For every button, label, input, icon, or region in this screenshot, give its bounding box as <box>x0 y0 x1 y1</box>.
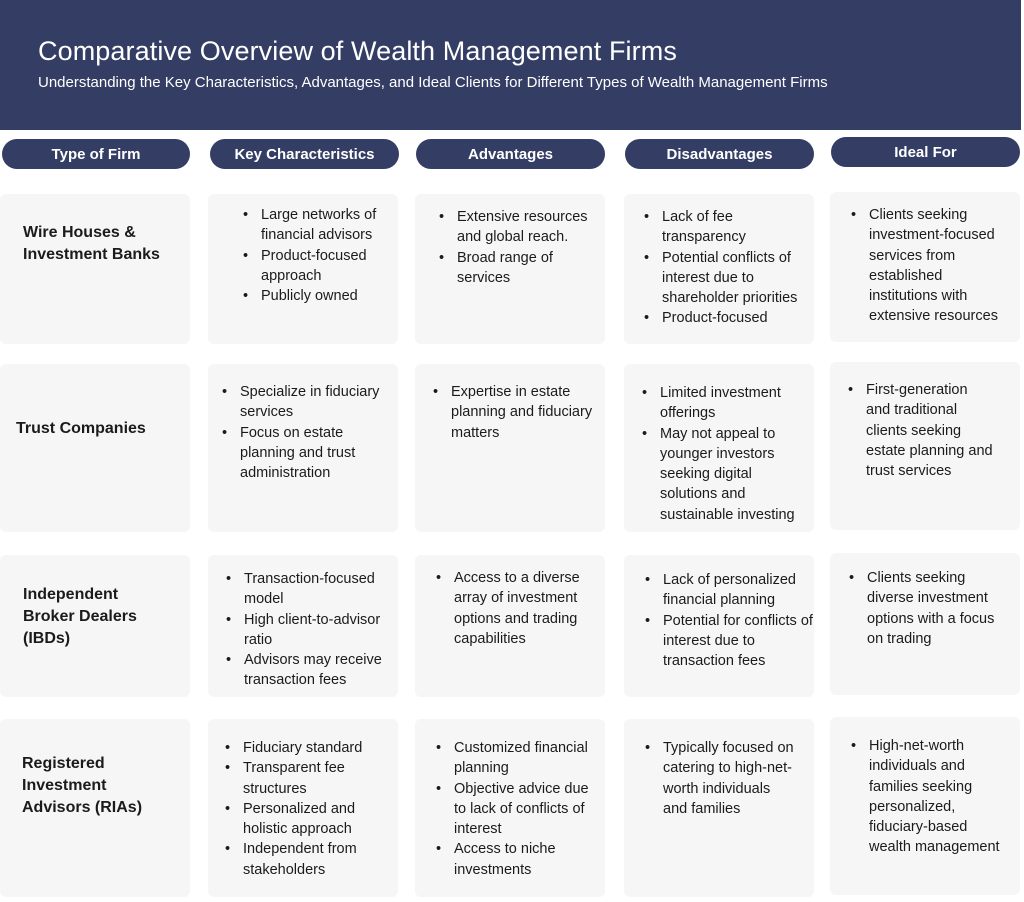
list-item: • Potential for conflicts of interest due to transaction fees <box>645 611 814 672</box>
row-3-advantages-list <box>436 568 596 649</box>
list-item: • Limited investment offerings <box>642 383 812 424</box>
list-item: • Large networks of financial advisors <box>243 205 393 246</box>
column-header-key-characteristics: Key Characteristics <box>210 139 399 169</box>
row-1-disadvantages-list <box>644 207 814 329</box>
page-subtitle: Understanding the Key Characteristics, Advantages, and Ideal Clients for Different Types of Wealth Management Firms <box>38 74 828 91</box>
row-2-advantages-list <box>433 382 603 443</box>
row-2-firm-name: Trust Companies <box>16 420 146 437</box>
row-2-firm-card <box>0 364 190 532</box>
row-1-ideal-list <box>851 205 1011 327</box>
row-4-disadvantages-list <box>645 738 795 819</box>
list-item: • Fiduciary standard <box>225 738 395 758</box>
row-4-characteristics-list <box>225 738 395 880</box>
row-3-disadvantages-list <box>645 570 814 671</box>
row-1-characteristics-card <box>208 194 398 344</box>
row-3-characteristics-card <box>208 555 398 697</box>
row-3-characteristics-list <box>226 569 398 691</box>
list-item: • Clients seeking diverse investment options with a focus on trading <box>849 568 1009 649</box>
column-header-disadvantages: Disadvantages <box>625 139 814 169</box>
list-item: • Lack of fee transparency <box>644 207 814 248</box>
row-1-disadvantages-card <box>624 194 814 344</box>
list-item: • May not appeal to younger investors seeking digital solutions and sustainable investing <box>642 424 812 525</box>
row-1-advantages-list <box>439 207 589 288</box>
row-4-ideal-card <box>830 717 1020 895</box>
row-2-ideal-card <box>830 362 1020 530</box>
list-item: • Potential conflicts of interest due to shareholder priorities <box>644 248 814 309</box>
list-item: • High client-to-advisor ratio <box>226 610 398 651</box>
row-4-characteristics-card <box>208 719 398 897</box>
list-item: • Independent from stakeholders <box>225 839 395 880</box>
row-1-firm-name: Wire Houses & Investment Banks <box>23 224 160 263</box>
list-item: • First-generation and traditional clients seeking estate planning and trust services <box>848 380 993 481</box>
list-item: • Transparent fee structures <box>225 758 395 799</box>
header-banner <box>0 0 1021 130</box>
list-item: • Advisors may receive transaction fees <box>226 650 398 691</box>
row-3-advantages-card <box>415 555 605 697</box>
list-item: • Personalized and holistic approach <box>225 799 395 840</box>
page-title: Comparative Overview of Wealth Management Firms <box>38 36 677 66</box>
row-4-ideal-list <box>851 736 1011 858</box>
row-1-characteristics-list <box>243 205 393 306</box>
row-3-ideal-list <box>849 568 1009 649</box>
list-item: • Publicly owned <box>243 286 393 306</box>
list-item: • Product-focused approach <box>243 246 393 287</box>
row-3-firm-card <box>0 555 190 697</box>
row-2-disadvantages-list <box>642 383 812 525</box>
row-2-disadvantages-card <box>624 364 814 532</box>
row-1-advantages-card <box>415 194 605 344</box>
list-item: • Extensive resources and global reach. <box>439 207 589 248</box>
list-item: • High-net-worth individuals and families seeking personalized, fiduciary-based wealth management <box>851 736 1011 858</box>
list-item: • Objective advice due to lack of conflicts of interest <box>436 779 604 840</box>
row-4-advantages-card <box>415 719 605 897</box>
column-header-ideal-for: Ideal For <box>831 137 1020 167</box>
row-1-ideal-card <box>830 192 1020 342</box>
list-item: • Product-focused <box>644 308 814 328</box>
row-4-disadvantages-card <box>624 719 814 897</box>
row-2-characteristics-card <box>208 364 398 532</box>
row-4-firm-name: Registered Investment Advisors (RIAs) <box>22 755 143 816</box>
row-4-advantages-list <box>436 738 604 880</box>
column-header-type-of-firm: Type of Firm <box>2 139 190 169</box>
row-4-firm-card <box>0 719 190 897</box>
row-2-advantages-card <box>415 364 605 532</box>
list-item: • Typically focused on catering to high-net-worth individuals and families <box>645 738 795 819</box>
list-item: • Clients seeking investment-focused services from established institutions with extensive resources <box>851 205 1011 327</box>
row-1-firm-card <box>0 194 190 344</box>
list-item: • Customized financial planning <box>436 738 604 779</box>
column-header-advantages: Advantages <box>416 139 605 169</box>
list-item: • Specialize in fiduciary services <box>222 382 387 423</box>
list-item: • Focus on estate planning and trust administration <box>222 423 387 484</box>
row-2-ideal-list <box>848 380 993 481</box>
list-item: • Broad range of services <box>439 248 589 289</box>
list-item: • Transaction-focused model <box>226 569 398 610</box>
list-item: • Access to niche investments <box>436 839 604 880</box>
list-item: • Access to a diverse array of investment options and trading capabilities <box>436 568 596 649</box>
row-3-ideal-card <box>830 553 1020 695</box>
row-2-characteristics-list <box>222 382 387 483</box>
row-3-firm-name: Independent Broker Dealers (IBDs) <box>23 586 137 647</box>
row-3-disadvantages-card <box>624 555 814 697</box>
list-item: • Expertise in estate planning and fiduciary matters <box>433 382 603 443</box>
list-item: • Lack of personalized financial planning <box>645 570 814 611</box>
